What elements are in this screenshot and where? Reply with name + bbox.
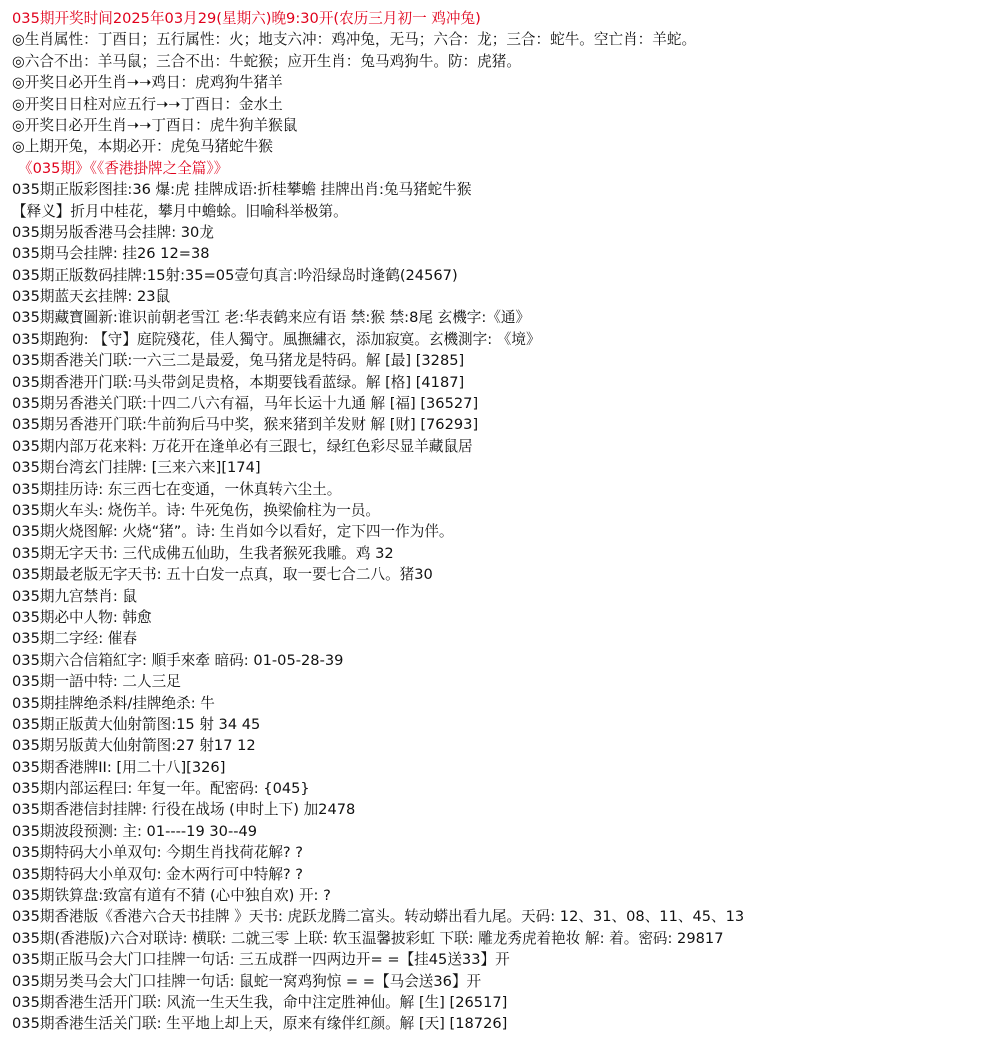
- entry-line: 035期正版彩图挂:36 爆:虎 挂牌成语:折桂攀蟾 挂牌出肖:兔马猪蛇牛猴: [12, 181, 472, 199]
- entry-line: 035期香港牌II: [用二十八][326]: [12, 758, 226, 776]
- entry-line: 035期香港信封挂牌: 行役在战场 (申时上下) 加2478: [12, 801, 356, 819]
- info-block: [12, 29, 992, 157]
- entry-line: 035期正版数码挂牌:15射:35=05壹句真言:吟沿绿岛时逢鹤(24567): [12, 266, 458, 284]
- entries-list: [12, 179, 992, 1035]
- entry-line: 035期另类马会大门口挂牌一句话: 鼠蛇一窝鸡狗惊 = =【马会送36】开: [12, 972, 482, 990]
- info-line: ◎生肖属性：丁酉日；五行属性：火；地支六冲：鸡冲兔，无马；六合：龙；三合：蛇牛。空亡肖：羊蛇。: [12, 31, 697, 49]
- entry-line: 035期香港生活关门联: 生平地上却上天，原来有缘伴红颜。解 [天] [18726]: [12, 1015, 508, 1033]
- entry-line: 035期必中人物: 韩愈: [12, 608, 152, 626]
- entry-line: 035期台湾玄门挂牌: [三来六来][174]: [12, 459, 261, 477]
- entry-line: 035期最老版无字天书: 五十白发一点真，取一要七合二八。猪30: [12, 566, 433, 584]
- entry-line: 035期挂牌绝杀料/挂牌绝杀: 牛: [12, 694, 215, 712]
- entry-line: 035期蓝天玄挂牌: 23鼠: [12, 288, 171, 306]
- entry-line: 035期特码大小单双句: 今期生肖找荷花解? ?: [12, 844, 304, 862]
- info-line: ◎开奖日日柱对应五行➝➝丁酉日：金水土: [12, 95, 283, 113]
- entry-line: 035期香港生活开门联: 风流一生天生我，命中注定胜神仙。解 [生] [26517]: [12, 993, 508, 1011]
- entry-line: 035期火烧图解: 火烧“猪”。诗: 生肖如今以看好，定下四一作为伴。: [12, 523, 454, 541]
- entry-line: 035期正版马会大门口挂牌一句话: 三五成群一四两边开= =【挂45送33】开: [12, 951, 510, 969]
- entry-line: 035期一語中特: 二人三足: [12, 673, 181, 691]
- entry-line: 035期铁算盘:致富有道有不猜 (心中独自欢) 开: ?: [12, 887, 331, 905]
- entry-line: 【释义】折月中桂花，攀月中蟾蜍。旧喻科举极第。: [12, 202, 348, 220]
- entry-line: 035期另香港关门联:十四二八六有福，马年长运十九通 解 [福] [36527]: [12, 395, 479, 413]
- entry-line: 035期特码大小单双句: 金木两行可中特解? ?: [12, 865, 304, 883]
- entry-line: 035期九宫禁肖: 鼠: [12, 587, 137, 605]
- entry-line: 035期二字经: 催春: [12, 630, 137, 648]
- document-body: [12, 8, 992, 1035]
- entry-line: 035期火车头: 烧伤羊。诗: 牛死兔伤，换梁偷柱为一员。: [12, 501, 381, 519]
- entry-line: 035期正版黄大仙射箭图:15 射 34 45: [12, 715, 261, 733]
- draw-time-header: 035期开奖时间2025年03月29(星期六)晚9:30开(农历三月初一 鸡冲兔): [12, 10, 481, 27]
- entry-line: 035期香港开门联:马头带剑足贵格，本期要钱看蓝绿。解 [格] [4187]: [12, 373, 465, 391]
- section-title: 《035期》《《香港掛牌之全篇》》: [18, 159, 229, 177]
- entry-line: 035期无字天书: 三代成佛五仙助，生我者猴死我雕。鸡 32: [12, 544, 394, 562]
- entry-line: 035期另版香港马会挂牌: 30龙: [12, 223, 214, 241]
- entry-line: 035期挂历诗: 东三西七在变通，一休真转六尘土。: [12, 480, 342, 498]
- entry-line: 035期波段预测: 主: 01----19 30--49: [12, 822, 258, 840]
- entry-line: 035期内部万花来料: 万花开在逢单必有三跟七，绿红色彩尽显羊藏鼠居: [12, 437, 473, 455]
- entry-line: 035期六合信箱紅字: 順手來牽 暗码: 01-05-28-39: [12, 651, 344, 669]
- entry-line: 035期内部运程曰: 年复一年。配密码: {045}: [12, 780, 310, 798]
- entry-line: 035期跑狗: 【守】庭院殘花，佳人獨守。風撫繡衣，添加寂寞。玄機測字: 《境》: [12, 330, 541, 348]
- info-line: ◎开奖日必开生肖➝➝丁酉日：虎牛狗羊猴鼠: [12, 116, 298, 134]
- entry-line: 035期另香港开门联:牛前狗后马中奖，猴来猪到羊发财 解 [财] [76293]: [12, 416, 479, 434]
- entry-line: 035期香港版《香港六合天书挂牌 》天书: 虎跃龙腾二富头。转动蟒出看九尾。天码: 12、31、08、11、45、13: [12, 908, 745, 926]
- entry-line: 035期另版黄大仙射箭图:27 射17 12: [12, 737, 256, 755]
- info-line: ◎上期开兔，本期必开：虎兔马猪蛇牛猴: [12, 138, 273, 156]
- entry-line: 035期马会挂牌: 挂26 12=38: [12, 245, 210, 263]
- info-line: ◎六合不出：羊马鼠；三合不出：牛蛇猴；应开生肖：兔马鸡狗牛。防：虎猪。: [12, 52, 521, 70]
- entry-line: 035期藏寶圖新:谁识前朝老雪江 老:华表鹤来应有语 禁:猴 禁:8尾 玄機字:《通》: [12, 309, 531, 327]
- entry-line: 035期香港关门联:一六三二是最爱，兔马猪龙是特码。解 [最] [3285]: [12, 352, 465, 370]
- entry-line: 035期(香港版)六合对联诗: 横联: 二就三零 上联: 软玉温馨披彩虹 下联: 雕龙秀虎着艳妆 解: 着。密码: 29817: [12, 929, 724, 947]
- info-line: ◎开奖日必开生肖➝➝鸡日：虎鸡狗牛猪羊: [12, 74, 283, 92]
